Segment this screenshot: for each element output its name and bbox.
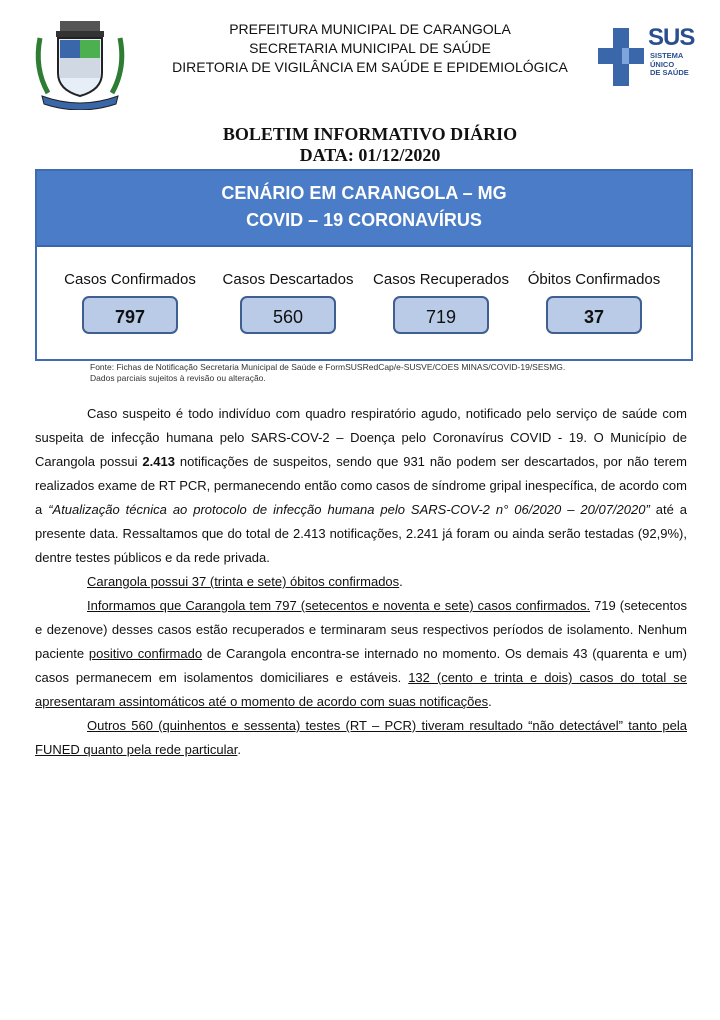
title-date: DATA: 01/12/2020 <box>299 145 441 165</box>
p1-italic: “Atualização técnica ao protocolo de infecção humana pelo SARS-COV-2 n° 06/2020 – 20/07/2020” <box>48 502 650 517</box>
p4-underlined: Outros 560 (quinhentos e sessenta) testes (RT – PCR) tiveram resultado “não detectável” tanto pela FUNED quanto pela rede particular <box>35 718 687 757</box>
header-line-1: PREFEITURA MUNICIPAL DE CARANGOLA <box>229 21 511 37</box>
p3-end: . <box>488 694 492 709</box>
p3-underlined-2: positivo confirmado <box>88 646 203 661</box>
banner-line-2: COVID – 19 CORONAVÍRUS <box>246 210 482 230</box>
header-line-3: DIRETORIA DE VIGILÂNCIA EM SAÚDE E EPIDEMIOLÓGICA <box>172 59 568 75</box>
stat-label: Óbitos Confirmados <box>527 271 661 288</box>
stat-label: Casos Descartados <box>222 271 354 288</box>
paragraph-1 <box>35 402 687 570</box>
p3-text: 719 (setecentos e dezenove) desses casos estão recuperados e terminaram seus respectivos períodos de isolamento. Nenhum paciente <box>35 598 687 661</box>
p2-end: . <box>399 574 403 589</box>
p4-end: . <box>237 742 241 757</box>
bulletin-title <box>0 124 720 166</box>
p3-underlined-3: 132 (cento e trinta e dois) casos do total se apresentaram assintomáticos até o momento de acordo com suas notificações <box>35 670 687 709</box>
banner-line-1: CENÁRIO EM CARANGOLA – MG <box>221 183 507 203</box>
p1-text-2: notificações de suspeitos, sendo que 931 não podem ser descartados, por não terem realizados exame de RT PCR, permanecendo então como casos de síndrome gripal inespecífica, de acordo com a <box>35 454 687 517</box>
sus-logo <box>598 22 698 92</box>
stat-value: 37 <box>546 296 642 334</box>
stat-value: 797 <box>82 296 178 334</box>
coat-of-arms-logo <box>30 18 130 110</box>
source-line-2: Dados parciais sujeitos à revisão ou alteração. <box>90 373 266 383</box>
sus-cross-icon <box>598 28 644 86</box>
p2-underlined: Carangola possui 37 (trinta e sete) óbitos confirmados <box>87 574 400 589</box>
stat-label: Casos Confirmados <box>64 271 196 288</box>
stat-value: 560 <box>240 296 336 334</box>
stat-descartados <box>213 271 363 334</box>
paragraph-2 <box>35 570 687 594</box>
document-header <box>0 0 720 115</box>
stat-confirmados <box>55 271 205 334</box>
stat-value: 719 <box>393 296 489 334</box>
stat-recuperados <box>366 271 516 334</box>
paragraph-4 <box>35 714 687 762</box>
p1-text-3: até a presente data. Ressaltamos que do total de 2.413 notificações, 2.241 já foram ou ainda serão testadas (92,9%), dentre testes públicos e da rede privada. <box>35 502 687 565</box>
header-line-2: SECRETARIA MUNICIPAL DE SAÚDE <box>249 40 491 56</box>
paragraph-3 <box>35 594 687 714</box>
p3-underlined-1: Informamos que Carangola tem 797 (setecentos e noventa e sete) casos confirmados. <box>87 598 591 613</box>
stat-obitos <box>519 271 669 334</box>
stat-label: Casos Recuperados <box>373 271 509 288</box>
scenario-banner <box>37 171 691 247</box>
sus-text: SUS <box>648 24 695 51</box>
p3-text-2: de Carangola encontra-se internado no momento. Os demais 43 (quarenta e um) casos permanecem em isolamentos domiciliares e estáveis. <box>35 646 688 685</box>
sus-sub-2: ÚNICO <box>650 59 675 69</box>
title-line-1: BOLETIM INFORMATIVO DIÁRIO <box>222 124 518 144</box>
summary-panel <box>35 169 693 361</box>
sus-sub-3: DE SAÚDE <box>650 68 689 77</box>
p1-bold: 2.413 <box>142 454 175 469</box>
p1-text: Caso suspeito é todo indivíduo com quadro respiratório agudo, notificado pelo serviço de saúde com suspeita de infecção humana pelo SARS-COV-2 – Doença pelo Coronavírus COVID - 19. O Município de Carangola possui <box>35 406 687 469</box>
source-note <box>90 362 690 384</box>
sus-sub-1: SISTEMA <box>650 51 684 60</box>
bulletin-body <box>35 402 687 762</box>
source-line-1: Fonte: Fichas de Notificação Secretaria Municipal de Saúde e FormSUSRedCap/e-SUSVE/COES MINAS/COVID-19/SESMG. <box>90 362 566 372</box>
